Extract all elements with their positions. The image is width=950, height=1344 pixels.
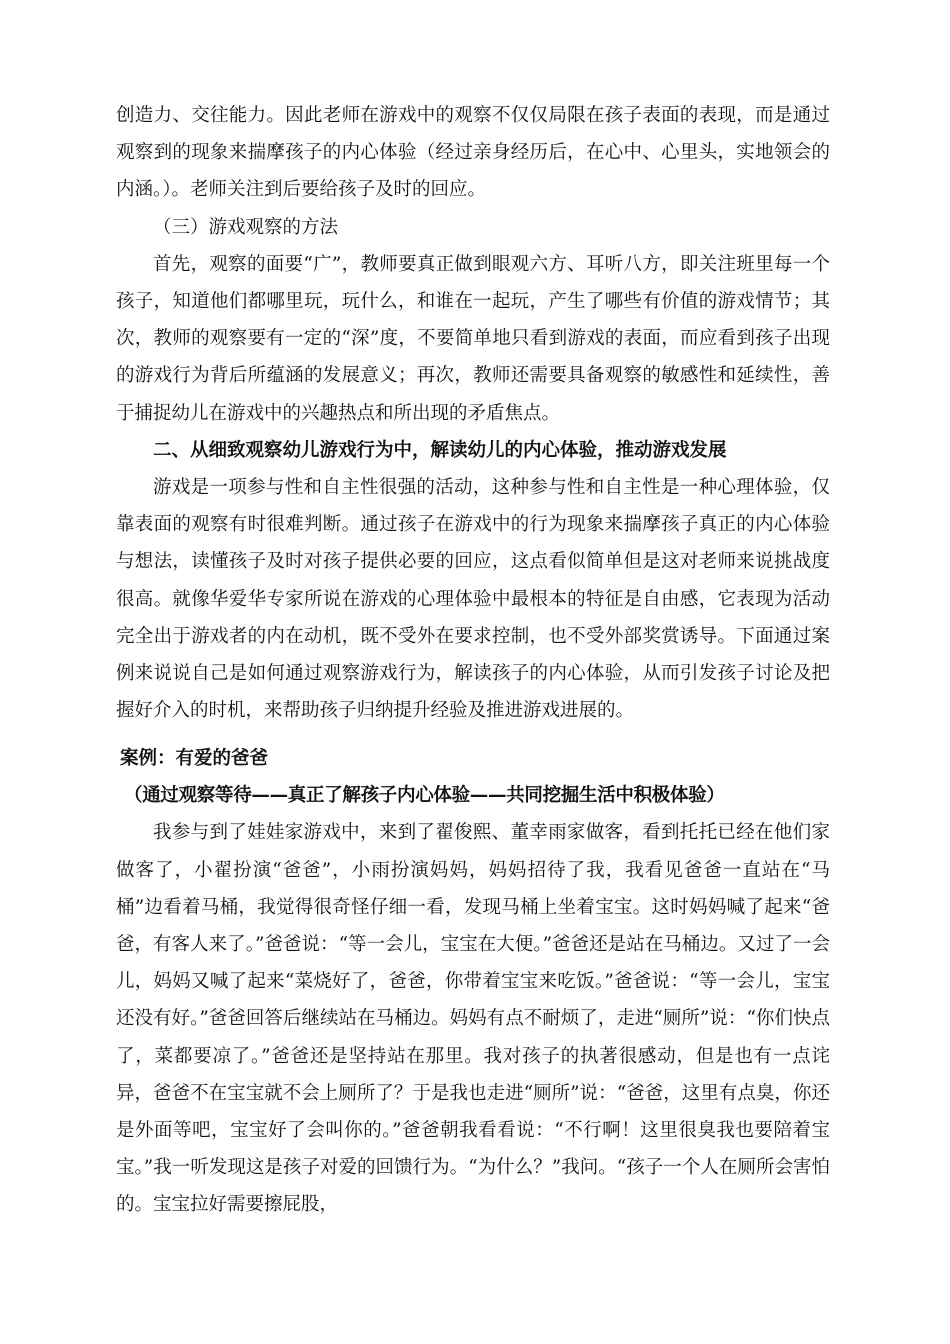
- heading-observation-methods: （三）游戏观察的方法: [153, 216, 339, 238]
- upper-text-block: [116, 97, 830, 729]
- case-subtitle: （通过观察等待——真正了解孩子内心体验——共同挖掘生活中积极体验）: [124, 785, 725, 807]
- case-title: 案例：有爱的爸爸: [120, 748, 269, 769]
- paragraph-game-experience: 游戏是一项参与性和自主性很强的活动，这种参与性和自主性是一种心理体验，仅靠表面的观察有时很难判断。通过孩子在游戏中的行为现象来揣摩孩子真正的内心体验与想法，读懂孩子及时对孩子提供必要的回应，这点看似简单但是这对老师来说挑战度很高。就像华爱华专家所说在游戏的心理体验中最根本的特征是自由感，它表现为活动完全出于游戏者的内在动机，既不受外在要求控制，也不受外部奖赏诱导。下面通过案例来说说自己是如何通过观察游戏行为，解读孩子的内心体验，从而引发孩子讨论及把握好介入的时机，来帮助孩子归纳提升经验及推进游戏进展的。: [116, 477, 830, 722]
- paragraph-observation-summary: 创造力、交往能力。因此老师在游戏中的观察不仅仅局限在孩子表面的表现，而是通过观察到的现象来揣摩孩子的内心体验（经过亲身经历后，在心中、心里头，实地领会的内涵。）。老师关注到后要给孩子及时的回应。: [116, 105, 830, 201]
- paragraph-observation-methods: 首先，观察的面要“广”，教师要真正做到眼观六方、耳听八方，即关注班里每一个孩子，知道他们都哪里玩，玩什么，和谁在一起玩，产生了哪些有价值的游戏情节；其次，教师的观察要有一定的“深”度，不要简单地只看到游戏的表面，而应看到孩子出现的游戏行为背后所蕴涵的发展意义；再次，教师还需要具备观察的敏感性和延续性，善于捕捉幼儿在游戏中的兴趣热点和所出现的矛盾焦点。: [116, 253, 830, 424]
- section-heading-two: 二、从细致观察幼儿游戏行为中，解读幼儿的内心体验，推动游戏发展: [153, 439, 727, 461]
- case-block: [116, 740, 830, 1224]
- case-body: 我参与到了娃娃家游戏中，来到了翟俊熙、董幸雨家做客，看到托托已经在他们家做客了，小翟扮演“爸爸”，小雨扮演妈妈，妈妈招待了我，我看见爸爸一直站在“马桶”边看着马桶，我觉得很奇怪仔细一看，发现马桶上坐着宝宝。这时妈妈喊了起来“爸爸，有客人来了。”爸爸说：“等一会儿，宝宝在大便。”爸爸还是站在马桶边。又过了一会儿，妈妈又喊了起来“菜烧好了，爸爸，你带着宝宝来吃饭。”爸爸说：“等一会儿，宝宝还没有好。”爸爸回答后继续站在马桶边。妈妈有点不耐烦了，走进“厕所”说：“你们快点了，菜都要凉了。”爸爸还是坚持站在那里。我对孩子的执著很感动，但是也有一点诧异，爸爸不在宝宝就不会上厕所了？于是我也走进“厕所”说：“爸爸，这里有点臭，你还是外面等吧，宝宝好了会叫你的。”爸爸朝我看看说：“不行啊！这里很臭我也要陪着宝宝。”我一听发现这是孩子对爱的回馈行为。“为什么？”我问。“孩子一个人在厕所会害怕的。宝宝拉好需要擦屁股，: [116, 822, 830, 1216]
